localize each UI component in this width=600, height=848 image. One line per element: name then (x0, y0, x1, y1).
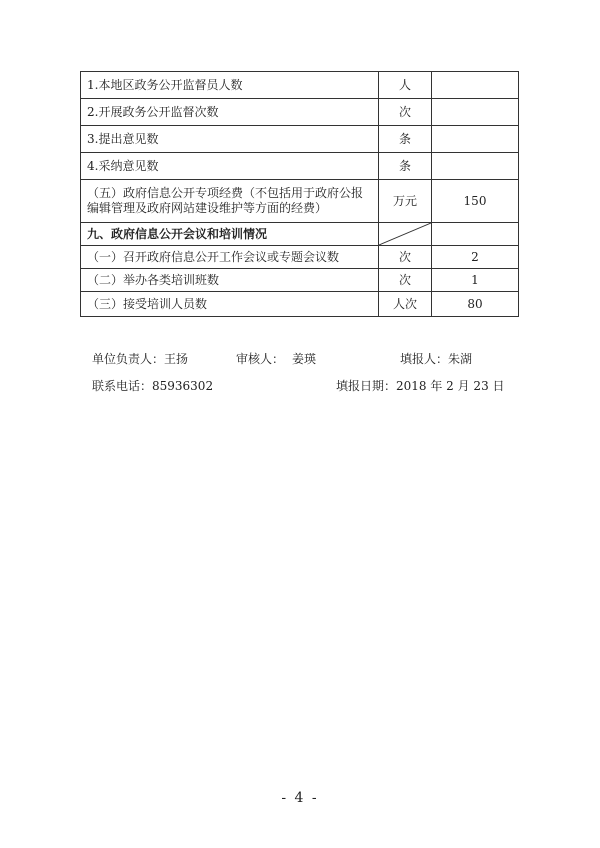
row-value (432, 126, 519, 153)
row-value (432, 72, 519, 99)
table-row (81, 126, 519, 153)
row-unit: 人次 (379, 292, 432, 317)
table-row (81, 180, 519, 223)
row-unit: 条 (379, 126, 432, 153)
section-header-row (81, 223, 519, 246)
row-value: 2 (432, 246, 519, 269)
page-number: - 4 - (281, 790, 319, 806)
statistics-table (80, 71, 519, 317)
table-row (81, 269, 519, 292)
row-item: 4.采纳意见数 (81, 153, 379, 180)
row-unit: 万元 (379, 180, 432, 223)
row-unit: 次 (379, 269, 432, 292)
row-item: （一）召开政府信息公开工作会议或专题会议数 (81, 246, 379, 269)
reviewer-label: 审核人： (236, 352, 285, 366)
table-row (81, 153, 519, 180)
table-row (81, 292, 519, 317)
empty-cell (432, 223, 519, 246)
diagonal-line (379, 223, 431, 245)
table-row (81, 72, 519, 99)
row-value (432, 99, 519, 126)
row-item: （二）举办各类培训班数 (81, 269, 379, 292)
row-item: 3.提出意见数 (81, 126, 379, 153)
row-unit: 次 (379, 99, 432, 126)
row-value: 1 (432, 269, 519, 292)
table-row (81, 246, 519, 269)
row-value: 80 (432, 292, 519, 317)
diagonal-cell (379, 223, 432, 246)
row-unit: 次 (379, 246, 432, 269)
reviewer-name: 姜瑛 (292, 352, 317, 366)
filler: 填报人：朱湖 (400, 352, 473, 366)
section-title: 九、政府信息公开会议和培训情况 (81, 223, 379, 246)
row-item: 2.开展政务公开监督次数 (81, 99, 379, 126)
unit-head: 单位负责人：王扬 (92, 352, 189, 366)
row-value (432, 153, 519, 180)
row-unit: 条 (379, 153, 432, 180)
table-row (81, 99, 519, 126)
contact-phone: 联系电话：85936302 (92, 379, 214, 393)
row-item: （五）政府信息公开专项经费（不包括用于政府公报编辑管理及政府网站建设维护等方面的经费） (81, 180, 379, 223)
row-unit: 人 (379, 72, 432, 99)
row-item: （三）接受培训人员数 (81, 292, 379, 317)
row-value: 150 (432, 180, 519, 223)
row-item: 1.本地区政务公开监督员人数 (81, 72, 379, 99)
fill-date: 填报日期：2018 年 2 月 23 日 (336, 379, 505, 393)
